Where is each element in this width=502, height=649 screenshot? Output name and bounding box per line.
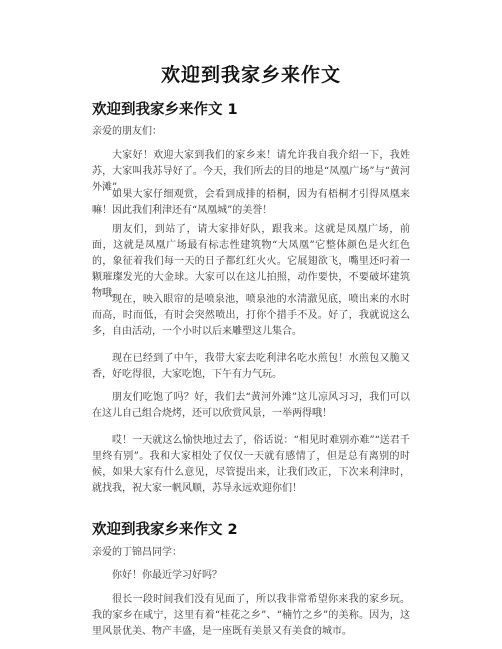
paragraph: 大家好！欢迎大家到我们的家乡来！请允许我自我介绍一下，我姓苏，大家叫我苏导好了。今天，我们所去的目的地是“凤凰广场”与“黄河外滩”。 <box>92 150 410 193</box>
section-heading-2: 欢迎到我家乡来作文 2 <box>92 522 238 538</box>
section-heading-1: 欢迎到我家乡来作文 1 <box>92 102 238 118</box>
paragraph: 现在，映入眼帘的是喷泉池，喷泉池的水清澈见底，喷出来的水时而高，时而低，有时会突然喷出，打你个措手不及。好了，我就说这么多，自由活动，一个小时以后来雕塑这儿集合。 <box>92 294 410 337</box>
paragraph: 现在已经到了中午，我带大家去吃利津名吃水煎包！水煎包又脆又香，好吃得很，大家吃饱，下午有力气玩。 <box>92 353 410 380</box>
paragraph: 很长一段时间我们没有见面了，所以我非常希望你来我的家乡玩。我的家乡在咸宁，这里有着“桂花之乡”、“楠竹之乡”的美称。因为，这里风景优美、物产丰盛，是一座既有美景又有美食的城市。 <box>92 594 410 637</box>
document-title: 欢迎到我家乡来作文 <box>160 64 341 86</box>
paragraph: 朋友们，到站了，请大家排好队，跟我来。这就是凤凰广场，前面，这就是凤凰广场最有标志性建筑物“大凤凰”它整体颜色是火红色的，象征着我们每一天的日子都红红火火。它展翅欲飞，嘴里还叼着一颗璀璨发光的大金球。大家可以在这儿拍照，动作要快，不要破坏建筑物哦。 <box>92 224 410 299</box>
paragraph: 哎！一天就这么愉快地过去了，俗话说：“相见时难别亦难”“送君千里终有别”。我和大家相处了仅仅一天就有感情了，但是总有离别的时候，如果大家有什么意见，尽管提出来，让我们改正，下次来利津时，就找我，祝大家一帆风顺，苏导永远欢迎你们！ <box>92 435 410 494</box>
paragraph: 亲爱的丁锦昌同学： <box>92 547 182 558</box>
paragraph: 你好！你最近学习好吗？ <box>112 570 222 581</box>
paragraph: 朋友们吃饱了吗？好，我们去“黄河外滩”这儿凉风习习，我们可以在这儿自己组合烧烤，还可以欣赏风景，一举两得哦！ <box>92 392 410 419</box>
paragraph: 亲爱的朋友们： <box>92 126 162 137</box>
paragraph: 如果大家仔细观赏，会看到成排的梧桐，因为有梧桐才引得凤凰来嘛！因此我们利津还有“凤凰城”的美誉！ <box>92 189 410 216</box>
